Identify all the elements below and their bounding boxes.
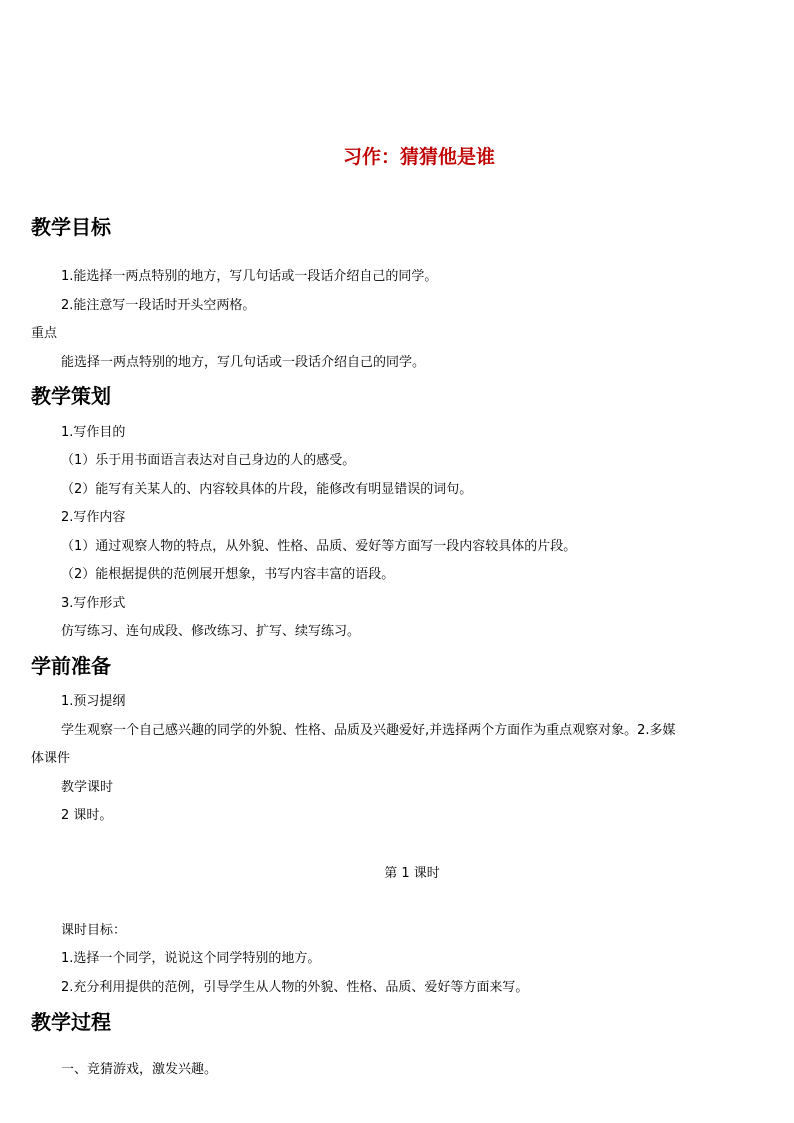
plan-line: （1）乐于用书面语言表达对自己身边的人的感受。 [61, 453, 356, 468]
lesson-title: 第 1 课时 [384, 866, 440, 881]
lesson-goal-item: 2.充分利用提供的范例，引导学生从人物的外貌、性格、品质、爱好等方面来写。 [61, 980, 529, 995]
plan-line: 仿写练习、连句成段、修改练习、扩写、续写练习。 [61, 624, 361, 639]
plan-line: 3.写作形式 [61, 596, 126, 611]
plan-line: 2.写作内容 [61, 510, 126, 525]
hours-label: 教学课时 [61, 780, 114, 795]
heading-prep: 学前准备 [31, 654, 111, 678]
prep-line: 1.预习提纲 [61, 694, 126, 709]
plan-line: 1.写作目的 [61, 425, 126, 440]
prep-paragraph-line: 学生观察一个自己感兴趣的同学的外貌、性格、品质及兴趣爱好,并选择两个方面作为重点观察对象。2.多媒 [61, 723, 676, 738]
heading-plan: 教学策划 [31, 384, 111, 408]
plan-line: （2）能写有关某人的、内容较具体的片段，能修改有明显错误的词句。 [61, 482, 473, 497]
goal-item-1: 1.能选择一两点特别的地方，写几句话或一段话介绍自己的同学。 [61, 269, 438, 284]
document-title: 习作：猜猜他是谁 [342, 146, 495, 168]
heading-process: 教学过程 [31, 1010, 111, 1034]
plan-line: （1）通过观察人物的特点，从外貌、性格、品质、爱好等方面写一段内容较具体的片段。 [61, 539, 577, 554]
key-text: 能选择一两点特别的地方，写几句话或一段话介绍自己的同学。 [61, 355, 426, 370]
prep-paragraph-line: 体课件 [31, 751, 71, 766]
goal-item-2: 2.能注意写一段话时开头空两格。 [61, 298, 256, 313]
key-label: 重点 [31, 326, 58, 341]
hours-value: 2 课时。 [61, 808, 113, 823]
lesson-goal-label: 课时目标： [61, 923, 127, 938]
plan-line: （2）能根据提供的范例展开想象，书写内容丰富的语段。 [61, 567, 395, 582]
lesson-goal-item: 1.选择一个同学，说说这个同学特别的地方。 [61, 951, 321, 966]
heading-goals: 教学目标 [31, 215, 111, 239]
process-step: 一、竞猜游戏，激发兴趣。 [61, 1062, 218, 1077]
